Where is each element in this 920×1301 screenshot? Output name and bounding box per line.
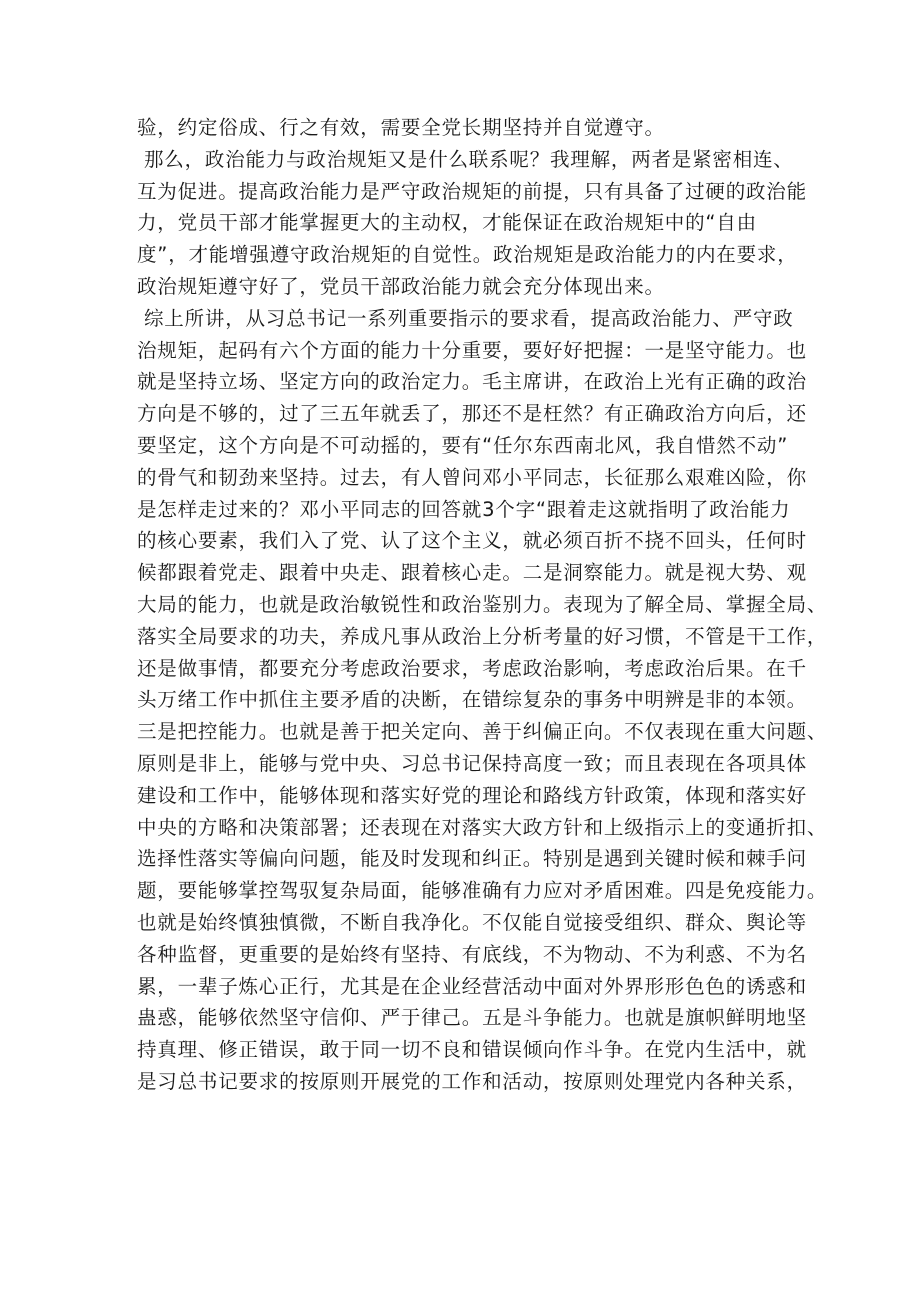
text-line: 三是把控能力。也就是善于把关定向、善于纠偏正向。不仅表现在重大问题、 [137, 720, 828, 744]
text-line: 力，党员干部才能掌握更大的主动权，才能保证在政治规矩中的“自由 [137, 211, 757, 235]
text-line: 候都跟着党走、跟着中央走、跟着核心走。二是洞察能力。就是视大势、观 [137, 561, 807, 585]
text-line: 原则是非上，能够与党中央、习总书记保持高度一致；而且表现在各项具体 [137, 751, 807, 775]
text-line: 建设和工作中，能够体现和落实好党的理论和路线方针政策，体现和落实好 [137, 783, 807, 807]
text-line: 验，约定俗成、行之有效，需要全党长期坚持并自觉遵守。 [137, 116, 665, 139]
text-line: 治规矩，起码有六个方面的能力十分重要，要好好把握：一是坚守能力。也 [137, 338, 807, 362]
text-line: 要坚定，这个方向是不可动摇的，要有“任尔东西南北风，我自惜然不动” [137, 433, 789, 457]
text-line: 政治规矩遵守好了，党员干部政治能力就会充分体现出来。 [137, 274, 665, 298]
text-line: 蛊惑，能够依然坚守信仰、严于律己。五是斗争能力。也就是旗帜鲜明地坚 [137, 1006, 807, 1030]
text-line: 的骨气和韧劲来坚持。过去，有人曾问邓小平同志，长征那么艰难凶险，你 [137, 465, 807, 489]
text-line: 是习总书记要求的按原则开展党的工作和活动，按原则处理党内各种关系， [137, 1069, 807, 1093]
text-line: 选择性落实等偏向问题，能及时发现和纠正。特别是遇到关键时候和棘手问 [137, 847, 807, 871]
body-text [137, 112, 828, 1098]
text-line: 还是做事情，都要充分考虑政治要求，考虑政治影响，考虑政治后果。在千 [137, 656, 807, 680]
text-line: 持真理、修正错误，敢于同一切不良和错误倾向作斗争。在党内生活中，就 [137, 1038, 807, 1062]
text-line: 的核心要素，我们入了党、认了这个主义，就必须百折不挠不回头，任何时 [137, 529, 807, 553]
paragraph-start-line: 综上所讲，从习总书记一系列重要指示的要求看，提高政治能力、严守政 [144, 306, 794, 330]
paragraph-start-line: 那么，政治能力与政治规矩又是什么联系呢？我理解，两者是紧密相连、 [144, 147, 794, 171]
text-line: 各种监督，更重要的是始终有坚持、有底线，不为物动、不为利惑、不为名 [137, 942, 807, 966]
text-line: 就是坚持立场、坚定方向的政治定力。毛主席讲，在政治上光有正确的政治 [137, 370, 807, 394]
text-line: 累，一辈子炼心正行，尤其是在企业经营活动中面对外界形形色色的诱惑和 [137, 974, 807, 998]
text-line: 中央的方略和决策部署；还表现在对落实大政方针和上级指示上的变通折扣、 [137, 815, 828, 839]
text-line: 度”，才能增强遵守政治规矩的自觉性。政治规矩是政治能力的内在要求， [137, 243, 798, 267]
text-line: 题，要能够掌控驾驭复杂局面，能够准确有力应对矛盾困难。四是免疫能力。 [137, 879, 828, 903]
text-line: 也就是始终慎独慎微，不断自我净化。不仅能自觉接受组织、群众、舆论等 [137, 910, 807, 934]
text-line: 大局的能力，也就是政治敏锐性和政治鉴别力。表现为了解全局、掌握全局、 [137, 592, 828, 616]
text-line: 落实全局要求的功夫，养成凡事从政治上分析考量的好习惯，不管是干工作， [137, 624, 828, 648]
text-line: 是怎样走过来的？邓小平同志的回答就3个字“跟着走这就指明了政治能力 [137, 497, 791, 521]
text-line: 互为促进。提高政治能力是严守政治规矩的前提，只有具备了过硬的政治能 [137, 179, 807, 203]
text-line: 方向是不够的，过了三五年就丢了，那还不是枉然？有正确政治方向后，还 [137, 402, 807, 426]
text-line: 头万绪工作中抓住主要矛盾的决断，在错综复杂的事务中明辨是非的本领。 [137, 688, 807, 712]
